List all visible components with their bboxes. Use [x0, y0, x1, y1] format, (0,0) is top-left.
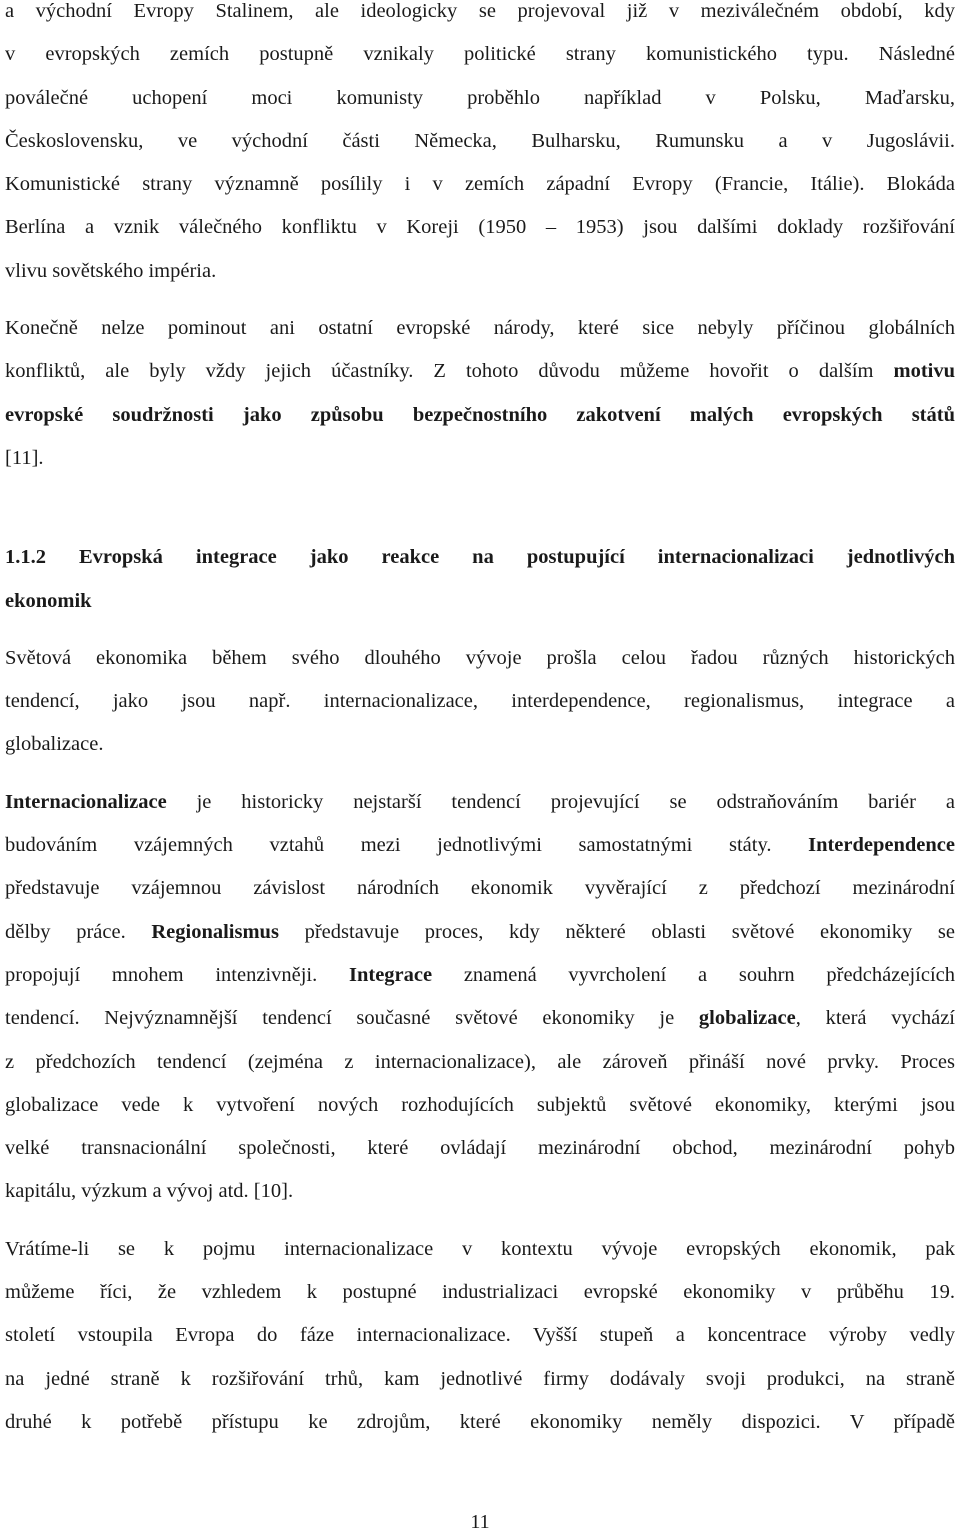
- text-run: budováním vzájemných vztahů mezi jednotlivými samostatnými státy.: [5, 834, 809, 857]
- paragraph-internationalization: [5, 1228, 955, 1444]
- paragraph-gap: [5, 767, 955, 781]
- text-line: na jedné straně k rozšiřování trhů, kam jednotlivé firmy dodávaly svoji produkci, na straně: [5, 1367, 955, 1390]
- text-line: a východní Evropy Stalinem, ale ideologicky se projevoval již v meziválečném období, kdy: [5, 0, 955, 22]
- section-gap: [5, 480, 955, 536]
- text-line: Komunistické strany významně posílily i v zemích západní Evropy (Francie, Itálie). Blokáda: [5, 173, 955, 196]
- text-line: [5, 954, 955, 997]
- text-run: , která vychází: [795, 1007, 955, 1030]
- text-line: [5, 394, 955, 437]
- text-line: globalizace vede k vytvoření nových rozhodujících subjektů světové ekonomiky, kterými jsou: [5, 1093, 955, 1116]
- document-page: [5, 0, 955, 1444]
- text-line: představuje vzájemnou závislost národních ekonomik vyvěrající z předchozí mezinárodní: [5, 877, 955, 900]
- bold-term: motivu: [893, 360, 955, 383]
- text-line: Berlína a vznik válečného konfliktu v Koreji (1950 – 1953) jsou dalšími doklady rozšiřování: [5, 216, 955, 239]
- text-line: Světová ekonomika během svého dlouhého vývoje prošla celou řadou různých historických: [5, 646, 955, 669]
- text-line: kapitálu, výzkum a vývoj atd. [10].: [5, 1180, 294, 1203]
- page-number: 11: [470, 1511, 490, 1533]
- text-line: druhé k potřebě přístupu ke zdrojům, které ekonomiky neměly dispozici. V případě: [5, 1410, 955, 1433]
- bold-term: Internacionalizace: [5, 790, 167, 813]
- paragraph-gap: [5, 293, 955, 307]
- text-run: propojují mnohem intenzivněji.: [5, 963, 349, 986]
- text-line: poválečné uchopení moci komunisty proběhlo například v Polsku, Maďarsku,: [5, 86, 955, 109]
- paragraph-world-economy: [5, 637, 955, 767]
- heading-line: 1.1.2 Evropská integrace jako reakce na postupující internacionalizaci jednotlivých: [5, 546, 955, 569]
- text-run: dělby práce.: [5, 920, 152, 943]
- paragraph-european-nations: [5, 307, 955, 480]
- text-line: [5, 824, 955, 867]
- text-line: [11].: [5, 446, 44, 469]
- text-line: [5, 997, 955, 1040]
- text-line: v evropských zemích postupně vznikaly politické strany komunistického typu. Následné: [5, 43, 955, 66]
- text-run: tendencí. Nejvýznamnější tendencí současné světové ekonomiky je: [5, 1007, 699, 1030]
- text-line: vlivu sovětského impéria.: [5, 259, 217, 282]
- text-line: [5, 911, 955, 954]
- text-line: Československu, ve východní části Německa, Bulharsku, Rumunsku a v Jugoslávii.: [5, 129, 955, 152]
- text-run: je historicky nejstarší tendencí projevující se odstraňováním bariér a: [166, 790, 955, 813]
- bold-term: Integrace: [348, 963, 433, 986]
- text-line: z předchozích tendencí (zejména z internacionalizace), ale zároveň přináší nové prvky. Proces: [5, 1050, 955, 1073]
- text-line: můžeme říci, že vzhledem k postupné industrializaci evropské ekonomiky v průběhu 19.: [5, 1281, 955, 1304]
- text-line: tendencí, jako jsou např. internacionalizace, interdependence, regionalismus, integrace a: [5, 690, 955, 713]
- text-line: [5, 781, 955, 824]
- bold-term: globalizace: [698, 1007, 796, 1030]
- text-line: velké transnacionální společnosti, které ovládají mezinárodní obchod, mezinárodní pohyb: [5, 1137, 955, 1160]
- paragraph-gap: [5, 623, 955, 637]
- paragraph-gap: [5, 1214, 955, 1228]
- heading-line: ekonomik: [5, 589, 92, 612]
- text-run: znamená vyvrcholení a souhrn předcházejících: [432, 963, 955, 986]
- paragraph-tendencies: [5, 781, 955, 1214]
- text-run: představuje proces, kdy některé oblasti světové ekonomiky se: [278, 920, 955, 943]
- text-line: globalizace.: [5, 733, 104, 756]
- bold-term: Regionalismus: [151, 920, 279, 943]
- text-line: [5, 350, 955, 393]
- bold-term: Interdependence: [808, 834, 955, 857]
- bold-term: evropské soudržnosti jako způsobu bezpečnostního zakotvení malých evropských států: [5, 403, 955, 426]
- text-line: století vstoupila Evropa do fáze internacionalizace. Vyšší stupeň a koncentrace výroby vedly: [5, 1324, 955, 1347]
- text-run: konfliktů, ale byly vždy jejich účastníky. Z tohoto důvodu můžeme hovořit o dalším: [5, 360, 894, 383]
- text-line: Konečně nelze pominout ani ostatní evropské národy, které sice nebyly příčinou globálních: [5, 317, 955, 340]
- paragraph-communism: [5, 0, 955, 293]
- text-line: Vrátíme-li se k pojmu internacionalizace v kontextu vývoje evropských ekonomik, pak: [5, 1237, 955, 1260]
- section-heading: [5, 536, 955, 623]
